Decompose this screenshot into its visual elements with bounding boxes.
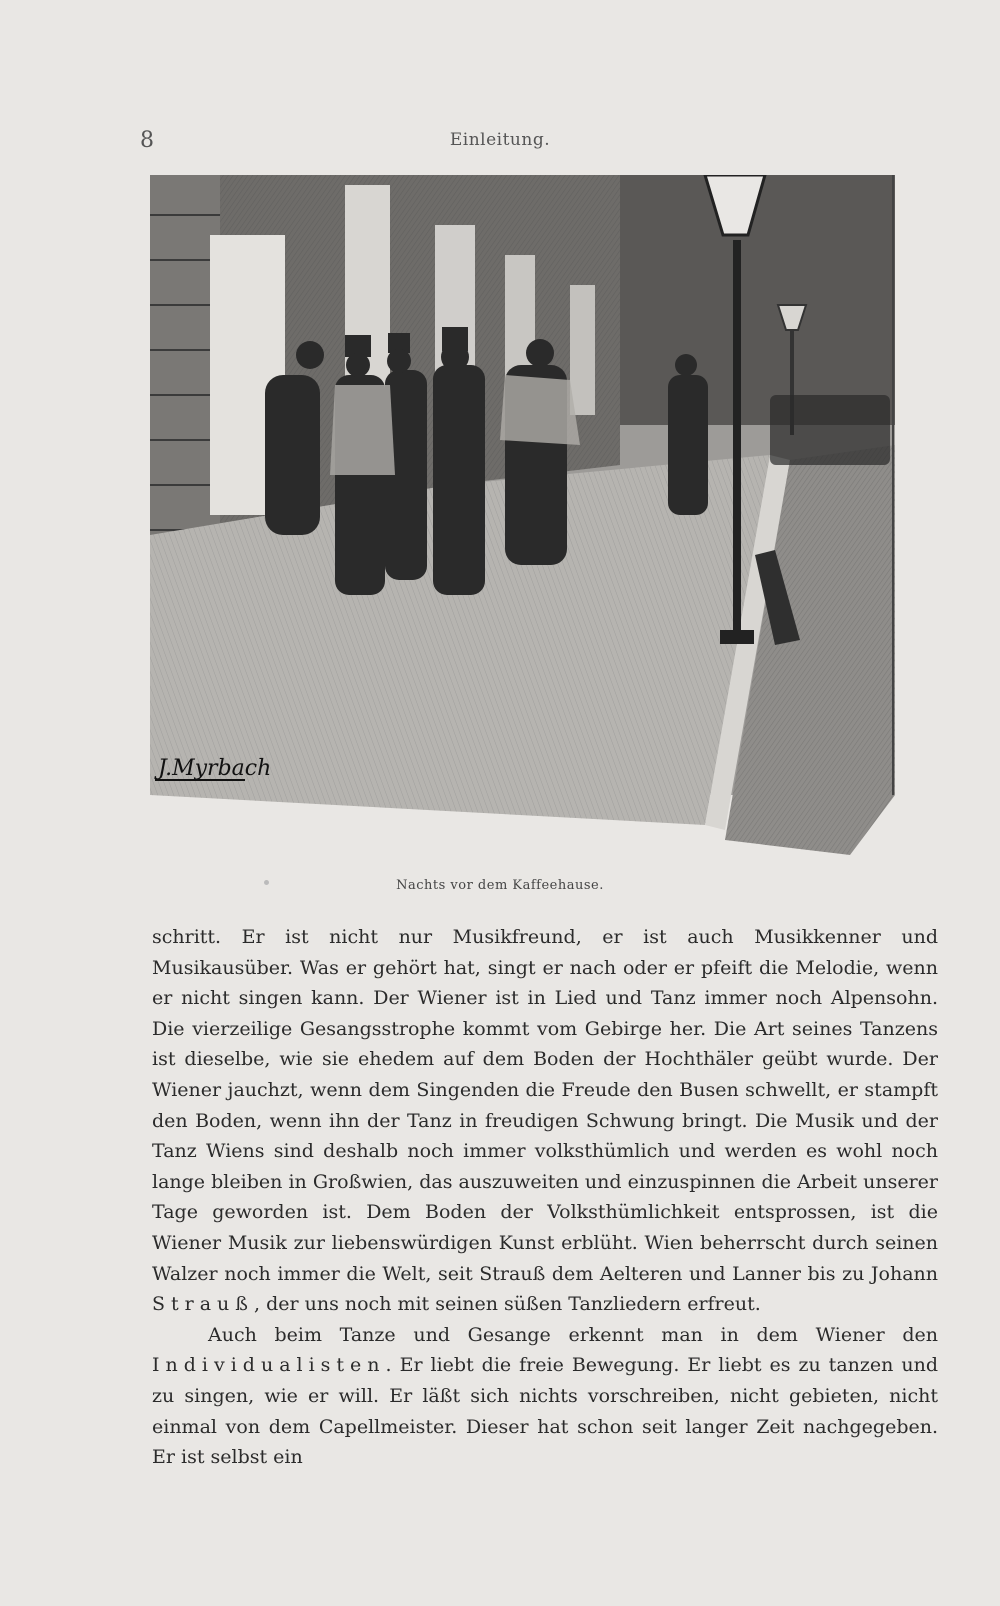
emphasized-term: Individualisten: [152, 1354, 386, 1377]
paragraph: [152, 922, 938, 1320]
text-run: schritt. Er ist nicht nur Musikfreund, er ist auch Musikkenner und Musikausüber. Was er gehört hat, singt er nach oder er pfeift die Melodie, wenn er nicht singen kann. Der Wiener ist in Lied und Tanz immer noch Alpensohn. Die vierzeilige Gesangsstrophe kommt vom Gebirge her. Die Art seines Tanzens ist dieselbe, wie sie ehedem auf dem Boden der Hochthäler geübt wurde. Der Wiener jauchzt, wenn dem Singenden die Freude den Busen schwellt, er stampft den Boden, wenn ihn der Tanz in freudigen Schwung bringt. Die Musik und der Tanz Wiens sind deshalb noch immer volksthümlich und werden es wohl noch lange bleiben in Großwien, das auszuweiten und einzuspinnen die Arbeit unserer Tage geworden ist. Dem Boden der Volksthümlichkeit entsprossen, ist die Wiener Musik zur liebenswürdigen Kunst erblüht. Wien beherrscht durch seinen Walzer noch immer die Welt, seit Strauß dem Aelteren und Lanner bis zu Johann: [152, 926, 938, 1285]
street-scene-engraving: [150, 175, 915, 875]
body-text: [152, 922, 938, 1473]
running-head: Einleitung.: [449, 130, 551, 150]
emphasized-name: Strauß: [152, 1293, 254, 1316]
artist-signature: J.Myrbach: [158, 756, 272, 781]
text-run: . Er liebt die freie Bewegung. Er liebt es zu tanzen und zu singen, wie er will. Er läßt sich nichts vorschreiben, nicht gebieten, nicht einmal von dem Capellmeister. Dieser hat schon seit langer Zeit nachgegeben. Er ist selbst ein: [152, 1354, 938, 1469]
text-run: Auch beim Tanze und Gesange erkennt man in dem Wiener den: [208, 1323, 938, 1346]
illustration-caption: Nachts vor dem Kaffeehause.: [396, 878, 604, 893]
paragraph: [152, 1320, 938, 1473]
page-number: 8: [140, 128, 154, 153]
text-run: , der uns noch mit seinen süßen Tanzliedern erfreut.: [254, 1293, 761, 1316]
